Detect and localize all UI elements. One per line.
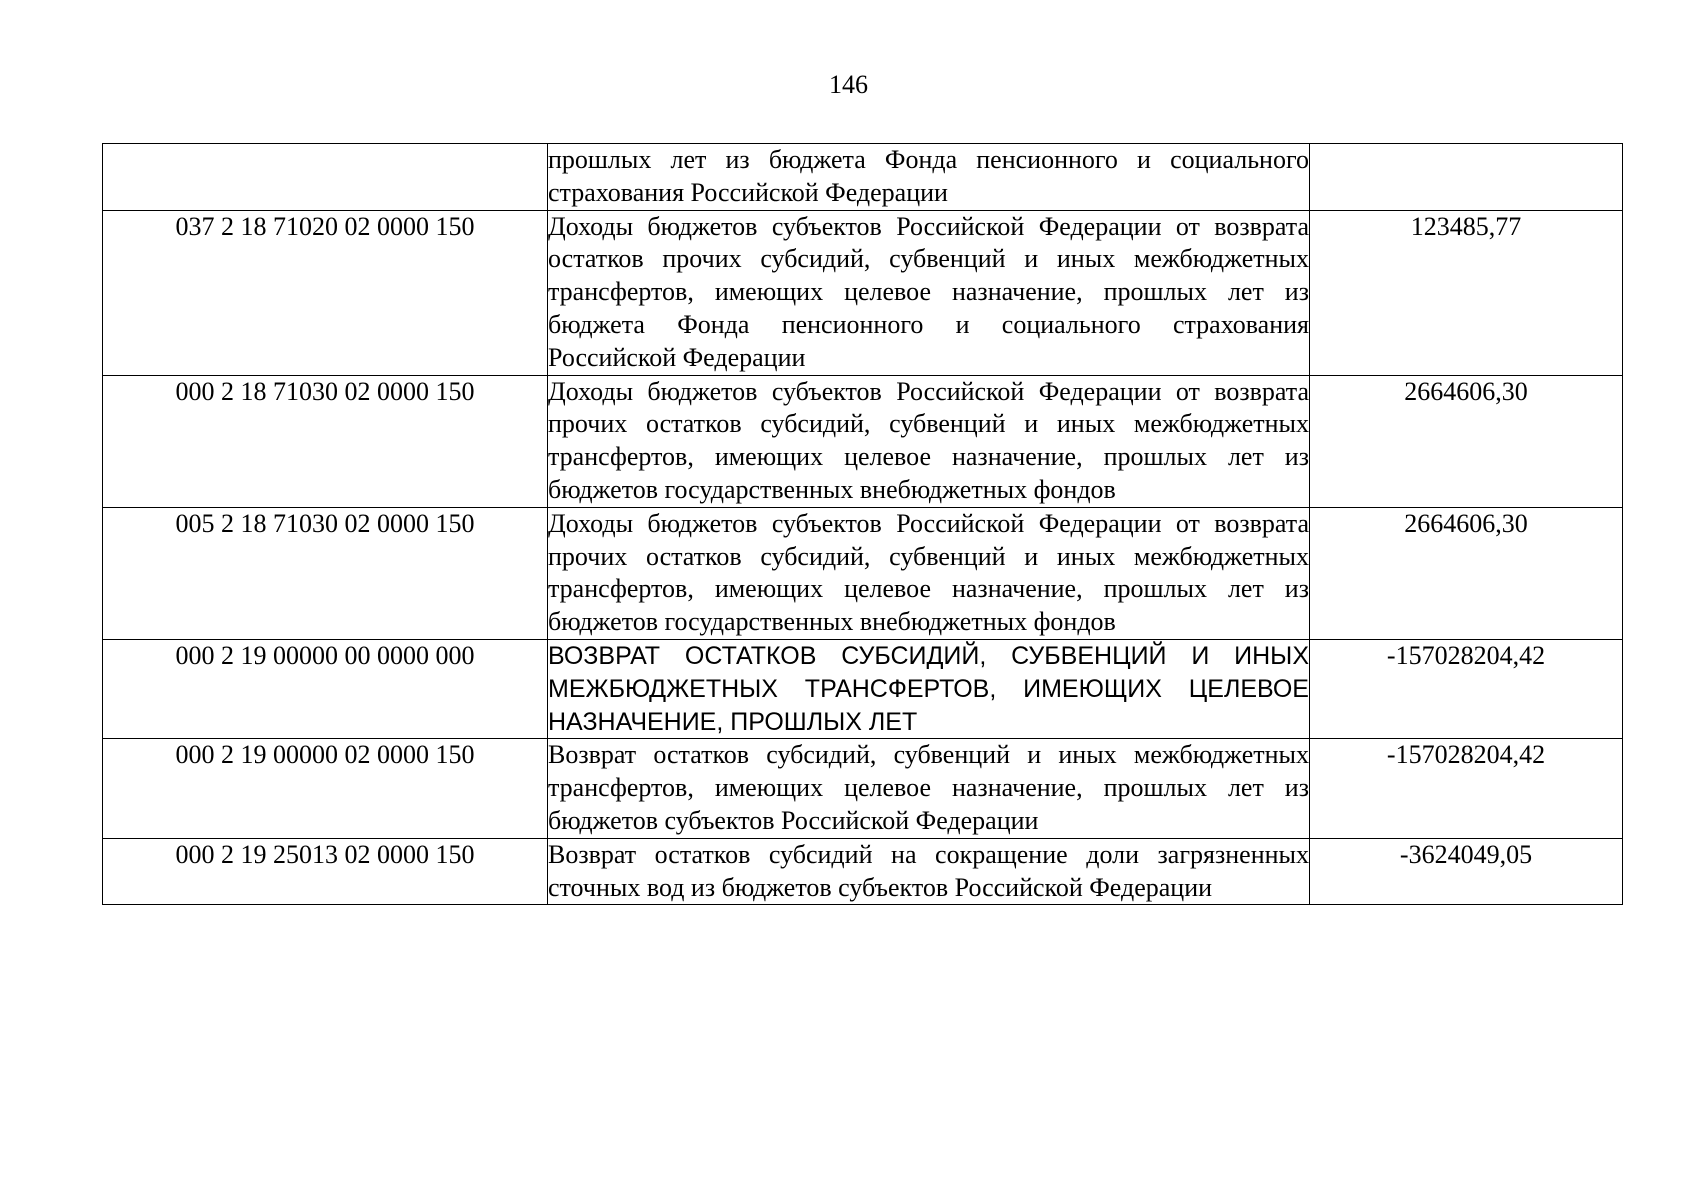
amount-cell: -157028204,42 (1310, 639, 1623, 738)
budget-code-cell: 000 2 19 25013 02 0000 150 (103, 838, 548, 905)
revenue-name-cell: Доходы бюджетов субъектов Российской Федерации от возврата остатков прочих субсидий, субвенций и иных межбюджетных трансфертов, имеющих целевое назначение, прошлых лет из бюджета Фонда пенсионного и социального страхования Российской Федерации (548, 210, 1310, 375)
revenue-name-cell: Возврат остатков субсидий, субвенций и иных межбюджетных трансфертов, имеющих целевое назначение, прошлых лет из бюджетов субъектов Российской Федерации (548, 739, 1310, 838)
budget-code-cell: 000 2 19 00000 00 0000 000 (103, 639, 548, 738)
budget-code-cell: 037 2 18 71020 02 0000 150 (103, 210, 548, 375)
amount-cell: -157028204,42 (1310, 739, 1623, 838)
revenue-name-cell: Доходы бюджетов субъектов Российской Федерации от возврата прочих остатков субсидий, субвенций и иных межбюджетных трансфертов, имеющих целевое назначение, прошлых лет из бюджетов государственных внебюджетных фондов (548, 507, 1310, 639)
table-row (103, 375, 1623, 507)
table-row (103, 739, 1623, 838)
table-row (103, 838, 1623, 905)
amount-cell: -3624049,05 (1310, 838, 1623, 905)
revenue-name-cell: Доходы бюджетов субъектов Российской Федерации от возврата прочих остатков субсидий, субвенций и иных межбюджетных трансфертов, имеющих целевое назначение, прошлых лет из бюджетов государственных внебюджетных фондов (548, 375, 1310, 507)
budget-revenue-table (102, 143, 1623, 905)
revenue-name-cell: Возврат остатков субсидий на сокращение доли загрязненных сточных вод из бюджетов субъектов Российской Федерации (548, 838, 1310, 905)
revenue-name-cell: ВОЗВРАТ ОСТАТКОВ СУБСИДИЙ, СУБВЕНЦИЙ И ИНЫХ МЕЖБЮДЖЕТНЫХ ТРАНСФЕРТОВ, ИМЕЮЩИХ ЦЕЛЕВОЕ НАЗНАЧЕНИЕ, ПРОШЛЫХ ЛЕТ (548, 639, 1310, 738)
amount-cell: 2664606,30 (1310, 375, 1623, 507)
amount-cell: 123485,77 (1310, 210, 1623, 375)
amount-cell (1310, 144, 1623, 211)
table-row (103, 144, 1623, 211)
amount-cell: 2664606,30 (1310, 507, 1623, 639)
budget-code-cell: 005 2 18 71030 02 0000 150 (103, 507, 548, 639)
table-row (103, 639, 1623, 738)
table-row (103, 507, 1623, 639)
page-number: 146 (829, 70, 868, 99)
budget-code-cell: 000 2 19 00000 02 0000 150 (103, 739, 548, 838)
budget-code-cell (103, 144, 548, 211)
revenue-name-cell: прошлых лет из бюджета Фонда пенсионного и социального страхования Российской Федерации (548, 144, 1310, 211)
table-row (103, 210, 1623, 375)
budget-code-cell: 000 2 18 71030 02 0000 150 (103, 375, 548, 507)
